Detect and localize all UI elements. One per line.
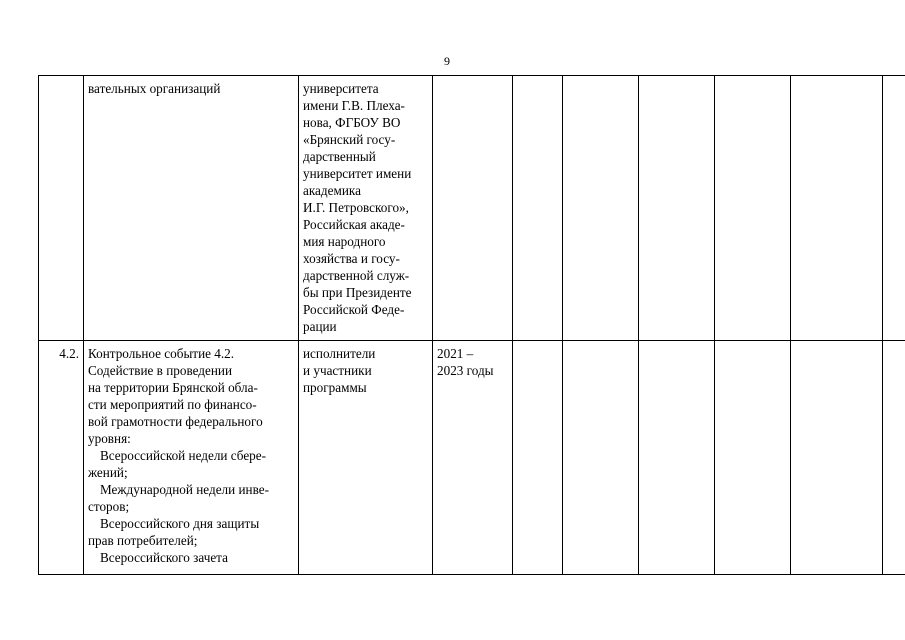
text-line: дарственной служ- xyxy=(303,268,410,283)
executors-cell xyxy=(299,341,433,575)
text-line: Всероссийской недели сбере- xyxy=(100,448,267,463)
empty-cell xyxy=(883,341,905,575)
text-line: имени Г.В. Плеха- xyxy=(303,98,405,113)
text-line: 2021 – xyxy=(437,346,474,361)
text-line: нова, ФГБОУ ВО xyxy=(303,115,401,130)
row-number: 4.2. xyxy=(39,341,84,575)
text-line: вой грамотности федерального xyxy=(88,414,263,429)
text-line: Международной недели инве- xyxy=(100,482,269,497)
text-line: исполнители xyxy=(303,346,376,361)
text-line: И.Г. Петровского», xyxy=(303,200,409,215)
empty-cell xyxy=(715,76,791,341)
text-line: дарственный xyxy=(303,149,376,164)
text-line: рации xyxy=(303,319,337,334)
page-number: 9 xyxy=(444,54,450,68)
text-line: университет имени xyxy=(303,166,412,181)
empty-cell xyxy=(791,76,883,341)
empty-cell xyxy=(513,341,563,575)
text-line: Российской Феде- xyxy=(303,302,405,317)
program-table xyxy=(38,75,905,575)
text-line: вательных организаций xyxy=(88,81,221,96)
text-line: Российская акаде- xyxy=(303,217,405,232)
empty-cell xyxy=(563,76,639,341)
text-line: Содействие в проведении xyxy=(88,363,233,378)
text-line: жений; xyxy=(88,465,128,480)
period-cell xyxy=(433,76,513,341)
period-cell xyxy=(433,341,513,575)
text-line: сти мероприятий по финансо- xyxy=(88,397,257,412)
text-line: прав потребителей; xyxy=(88,533,198,548)
text-line: и участники xyxy=(303,363,372,378)
empty-cell xyxy=(715,341,791,575)
empty-cell xyxy=(563,341,639,575)
table-row xyxy=(39,341,905,575)
empty-cell xyxy=(791,341,883,575)
text-line: Контрольное событие 4.2. xyxy=(88,346,235,361)
text-line: программы xyxy=(303,380,367,395)
text-line: уровня: xyxy=(88,431,131,446)
event-name-cell xyxy=(84,76,299,341)
text-line: академика xyxy=(303,183,361,198)
event-name-cell xyxy=(84,341,299,575)
text-line: Всероссийского зачета xyxy=(100,550,228,565)
text-line: «Брянский госу- xyxy=(303,132,396,147)
text-line: 2023 годы xyxy=(437,363,494,378)
empty-cell xyxy=(513,76,563,341)
text-line: хозяйства и госу- xyxy=(303,251,400,266)
text-line: сторов; xyxy=(88,499,130,514)
empty-cell xyxy=(639,76,715,341)
text-line: бы при Президенте xyxy=(303,285,412,300)
empty-cell xyxy=(639,341,715,575)
executors-cell xyxy=(299,76,433,341)
table-row xyxy=(39,76,905,341)
empty-cell xyxy=(883,76,905,341)
text-line: на территории Брянской обла- xyxy=(88,380,258,395)
row-number xyxy=(39,76,84,341)
text-line: Всероссийского дня защиты xyxy=(100,516,260,531)
text-line: университета xyxy=(303,81,379,96)
text-line: мия народного xyxy=(303,234,386,249)
